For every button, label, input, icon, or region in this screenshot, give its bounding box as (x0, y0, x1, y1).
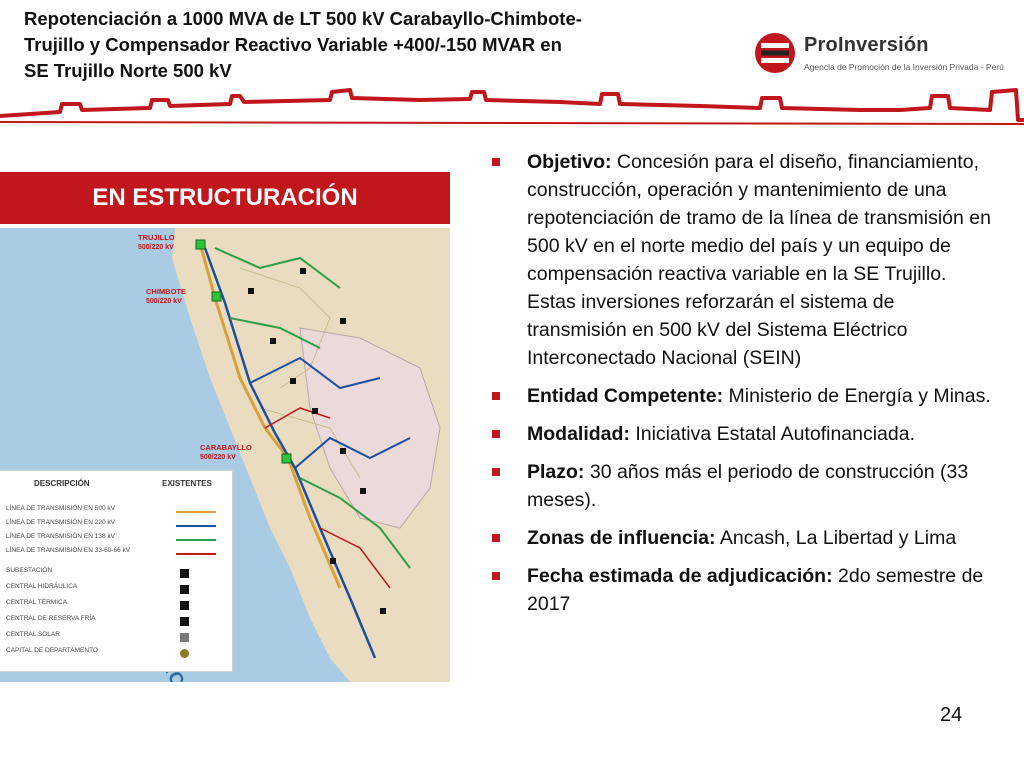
legend-row-label: LÍNEA DE TRANSMISIÓN EN 33-60-66 kV (6, 547, 131, 554)
bullet-item (490, 382, 995, 410)
bullet-text: Ancash, La Libertad y Lima (715, 527, 957, 549)
page-number: 24 (940, 704, 963, 726)
bullet-label: Plazo: (527, 461, 585, 483)
substation-trujillo (196, 240, 205, 249)
legend-row-label: CENTRAL DE RESERVA FRÍA (6, 615, 96, 622)
legend-row-label: LÍNEA DE TRANSMISIÓN EN 220 kV (6, 519, 115, 526)
label-trujillo: TRUJILLO (138, 233, 175, 242)
square-bullet-icon (492, 392, 500, 400)
legend-row (6, 583, 226, 597)
bullet-item (490, 420, 995, 448)
legend-line-swatch (176, 525, 216, 527)
legend-row (6, 615, 226, 629)
proinversion-logo (752, 30, 1004, 80)
legend-row-label: CENTRAL HIDRÁULICA (6, 583, 78, 590)
map-legend (0, 470, 233, 672)
bullet-text: Ministerio de Energía y Minas. (723, 385, 991, 407)
logo-subtitle: Agencia de Promoción de la Inversión Privada - Perú (804, 62, 1004, 72)
logo-wordmark: ProInversión (804, 34, 929, 56)
project-details-list (490, 148, 995, 628)
label-carabayllo: CARABAYLLO (200, 443, 252, 452)
legend-dot-icon (180, 649, 189, 658)
legend-row (6, 505, 226, 519)
bullet-label: Zonas de influencia: (527, 527, 716, 549)
bullet-text: 2do semestre de 2017 (527, 565, 984, 615)
substation-carabayllo (282, 454, 291, 463)
legend-line-swatch (176, 553, 216, 555)
legend-row (6, 647, 226, 661)
square-bullet-icon (492, 158, 500, 166)
skyline-decoration (0, 80, 1024, 130)
square-bullet-icon (492, 534, 500, 542)
legend-symbol-icon (180, 601, 189, 610)
legend-symbol-icon (180, 569, 189, 578)
label-carabayllo-rating: 500/220 kV (200, 454, 236, 461)
bullet-item (490, 562, 995, 618)
proinversion-emblem-icon (752, 30, 798, 76)
legend-row (6, 567, 226, 581)
legend-row-label: SUBESTACIÓN (6, 567, 53, 574)
label-chimbote: CHIMBOTE (146, 287, 186, 296)
square-bullet-icon (492, 430, 500, 438)
legend-row (6, 533, 226, 547)
legend-row-label: CENTRAL TÉRMICA (6, 599, 68, 606)
legend-row (6, 631, 226, 645)
legend-row (6, 547, 226, 561)
bullet-label: Objetivo: (527, 151, 612, 173)
legend-col-existing: EXISTENTES (162, 479, 212, 488)
bullet-text: Iniciativa Estatal Autofinanciada. (629, 423, 916, 445)
legend-row-label: CAPITAL DE DEPARTAMENTO (6, 647, 98, 654)
slide-title: Repotenciación a 1000 MVA de LT 500 kV Carabayllo-Chimbote-Trujillo y Compensador Reactivo Variable +400/-150 MVAR en SE Trujillo Norte 500 kV (24, 8, 582, 81)
legend-line-swatch (176, 539, 216, 541)
legend-line-swatch (176, 511, 216, 513)
square-bullet-icon (492, 468, 500, 476)
bullet-label: Fecha estimada de adjudicación: (527, 565, 833, 587)
legend-row-label: CENTRAL SOLAR (6, 631, 60, 638)
bullet-item (490, 524, 995, 552)
legend-symbol-icon (180, 633, 189, 642)
substation-chimbote (212, 292, 221, 301)
legend-row-label: LÍNEA DE TRANSMISIÓN EN 500 kV (6, 505, 115, 512)
bullet-text: 30 años más el periodo de construcción (33 meses). (527, 461, 969, 511)
legend-row (6, 599, 226, 613)
legend-symbol-icon (180, 585, 189, 594)
status-banner: EN ESTRUCTURACIÓN (0, 172, 450, 224)
bullet-text: Concesión para el diseño, financiamiento, construcción, operación y mantenimiento de una repotenciación de tramo de la línea de transmisión en 500 kV en el norte medio del país y un equipo de compensación reactiva variable en la SE Trujillo. Estas inversiones reforzarán el sistema de transmisión en 500 kV del Sistema Eléctrico Interconectado Nacional (SEIN) (527, 151, 991, 369)
legend-row (6, 519, 226, 533)
legend-row-label: LÍNEA DE TRANSMISIÓN EN 138 kV (6, 533, 115, 540)
bullet-label: Modalidad: (527, 423, 630, 445)
square-bullet-icon (492, 572, 500, 580)
bullet-item (490, 458, 995, 514)
bullet-label: Entidad Competente: (527, 385, 724, 407)
legend-col-description: DESCRIPCIÓN (34, 479, 90, 488)
label-trujillo-rating: 500/220 kV (138, 244, 174, 251)
legend-symbol-icon (180, 617, 189, 626)
label-chimbote-rating: 500/220 kV (146, 298, 182, 305)
bullet-item (490, 148, 995, 372)
